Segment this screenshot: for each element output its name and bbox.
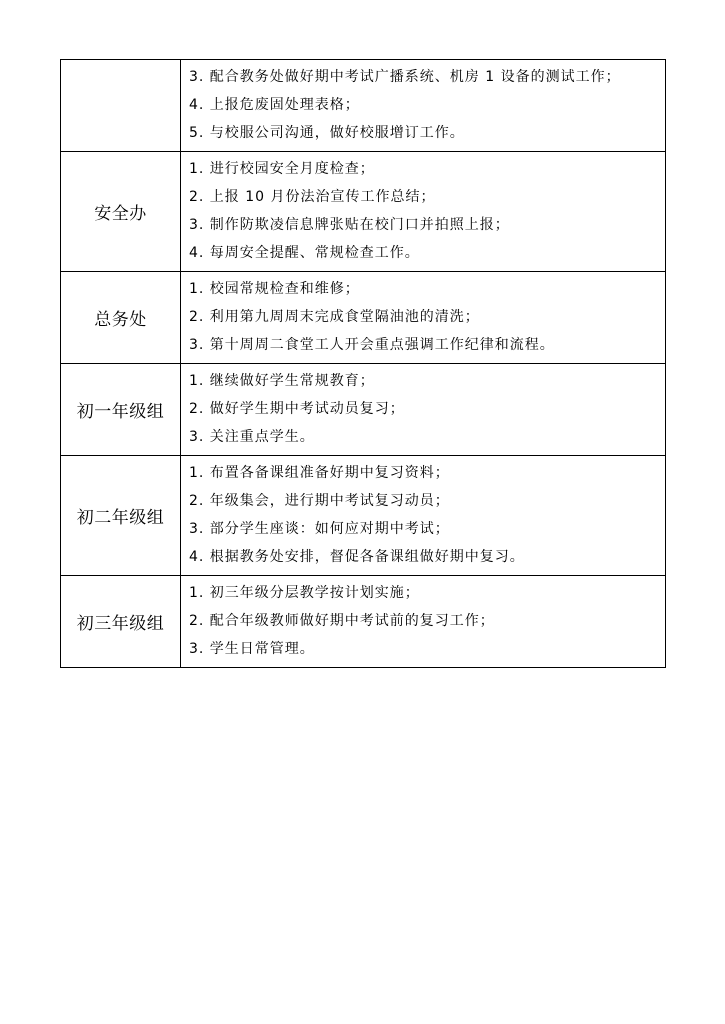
task-item: 2. 年级集会，进行期中考试复习动员； bbox=[189, 493, 450, 509]
tasks-cell bbox=[181, 60, 666, 152]
table-row bbox=[61, 456, 666, 576]
task-item: 4. 每周安全提醒、常规检查工作。 bbox=[189, 245, 420, 261]
task-item: 1. 继续做好学生常规教育； bbox=[189, 373, 375, 389]
task-item: 3. 制作防欺凌信息牌张贴在校门口并拍照上报； bbox=[189, 217, 510, 233]
table-row bbox=[61, 272, 666, 364]
table-row bbox=[61, 576, 666, 668]
task-item: 2. 上报 10 月份法治宣传工作总结； bbox=[189, 189, 436, 205]
task-item: 3. 关注重点学生。 bbox=[189, 429, 315, 445]
task-item: 3. 部分学生座谈：如何应对期中考试； bbox=[189, 521, 450, 537]
tasks-cell bbox=[181, 152, 666, 272]
task-item: 2. 配合年级教师做好期中考试前的复习工作； bbox=[189, 613, 495, 629]
task-item: 3. 学生日常管理。 bbox=[189, 641, 315, 657]
table-row bbox=[61, 364, 666, 456]
tasks-cell bbox=[181, 456, 666, 576]
department-cell: 初三年级组 bbox=[61, 576, 181, 668]
task-item: 1. 进行校园安全月度检查； bbox=[189, 161, 375, 177]
department-cell: 安全办 bbox=[61, 152, 181, 272]
department-cell bbox=[61, 60, 181, 152]
task-item: 3. 第十周周二食堂工人开会重点强调工作纪律和流程。 bbox=[189, 337, 555, 353]
table-row bbox=[61, 152, 666, 272]
task-item: 4. 上报危废固处理表格； bbox=[189, 97, 360, 113]
task-item: 2. 利用第九周周末完成食堂隔油池的清洗； bbox=[189, 309, 480, 325]
task-item: 1. 初三年级分层教学按计划实施； bbox=[189, 585, 420, 601]
department-cell: 初一年级组 bbox=[61, 364, 181, 456]
task-item: 1. 校园常规检查和维修； bbox=[189, 281, 360, 297]
task-item: 2. 做好学生期中考试动员复习； bbox=[189, 401, 405, 417]
tasks-cell bbox=[181, 272, 666, 364]
department-cell: 总务处 bbox=[61, 272, 181, 364]
work-plan-table bbox=[60, 59, 666, 668]
task-item: 4. 根据教务处安排，督促各备课组做好期中复习。 bbox=[189, 549, 525, 565]
tasks-cell bbox=[181, 576, 666, 668]
tasks-cell bbox=[181, 364, 666, 456]
table-row bbox=[61, 60, 666, 152]
department-cell: 初二年级组 bbox=[61, 456, 181, 576]
task-item: 3. 配合教务处做好期中考试广播系统、机房 1 设备的测试工作； bbox=[189, 69, 621, 85]
task-item: 5. 与校服公司沟通，做好校服增订工作。 bbox=[189, 125, 465, 141]
task-item: 1. 布置各备课组准备好期中复习资料； bbox=[189, 465, 450, 481]
